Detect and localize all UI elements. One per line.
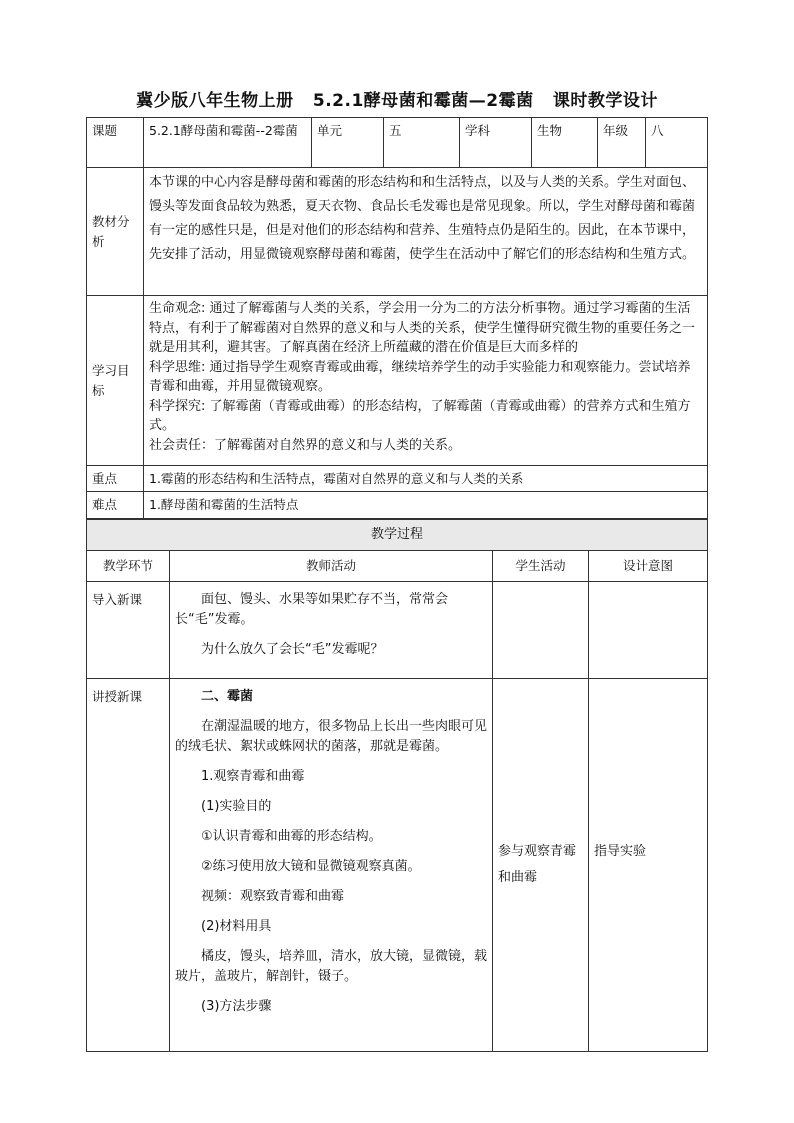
grade-label: 年级 <box>598 118 646 168</box>
intro-stage: 导入新课 <box>87 582 170 679</box>
lecture-line: (2)材料用具 <box>201 919 272 934</box>
unit-value: 五 <box>384 118 460 168</box>
lecture-line: 视频：观察致青霉和曲霉 <box>201 889 345 904</box>
lecture-teacher <box>170 679 493 1052</box>
goals-content <box>144 296 708 466</box>
difficulties-text: 1.酵母菌和霉菌的生活特点 <box>144 492 708 518</box>
key-points-text: 1.霉菌的形态结构和生活特点，霉菌对自然界的意义和与人类的关系 <box>144 466 708 492</box>
intro-teacher <box>170 582 493 679</box>
lecture-heading: 二、霉菌 <box>201 689 254 704</box>
goal-line: 社会责任：了解霉菌对自然界的意义和与人类的关系。 <box>149 437 462 453</box>
goal-line: 生命观念: 通过了解霉菌与人类的关系，学会用一分为二的方法分析事物。通过学习霉菌的生活特点，有利于了解霉菌对自然界的意义和与人类的关系，使学生懂得研究微生物的重要任务之一就是用其利，避其害。了解真菌在经济上所蕴藏的潜在价值是巨大而多样的 <box>149 301 696 355</box>
intro-teacher-line: 为什么放久了会长“毛”发霉呢？ <box>201 642 384 657</box>
intro-student <box>493 582 589 679</box>
process-header: 教学过程 <box>87 520 708 551</box>
process-table <box>86 519 708 1052</box>
column-header-stage: 教学环节 <box>87 551 170 582</box>
difficulties-label: 难点 <box>87 492 144 518</box>
intro-teacher-line: 面包、馒头、水果等如果贮存不当，常常会长“毛”发霉。 <box>175 592 449 627</box>
lecture-line: 橘皮，馒头，培养皿，清水，放大镜，显微镜，载玻片，盖玻片，解剖针，镊子。 <box>175 949 488 984</box>
goals-label: 学习目标 <box>87 296 144 466</box>
column-header-intent: 设计意图 <box>589 551 708 582</box>
analysis-label: 教材分析 <box>87 168 144 296</box>
goal-line: 科学思维: 通过指导学生观察青霉或曲霉，继续培养学生的动手实验能力和观察能力。尝试培养青霉和曲霉，并用显微镜观察。 <box>149 359 691 394</box>
lecture-line: 在潮湿温暖的地方，很多物品上长出一些肉眼可见的绒毛状、絮状或蛛网状的菌落，那就是霉菌。 <box>175 719 488 754</box>
topic-value: 5.2.1酵母菌和霉菌--2霉菌 <box>144 118 312 168</box>
lecture-intent: 指导实验 <box>589 679 708 1052</box>
lecture-line: ①认识青霉和曲霉的形态结构。 <box>201 829 382 844</box>
lecture-student: 参与观察青霉和曲霉 <box>493 679 589 1052</box>
column-header-student: 学生活动 <box>493 551 589 582</box>
lecture-line: ②练习使用放大镜和显微镜观察真菌。 <box>201 859 421 874</box>
topic-label: 课题 <box>87 118 144 168</box>
intro-intent <box>589 582 708 679</box>
analysis-text: 本节课的中心内容是酵母菌和霉菌的形态结构和和生活特点，以及与人类的关系。学生对面包、馒头等发面食品较为熟悉，夏天衣物、食品长毛发霉也是常见现象。所以，学生对酵母菌和霉菌有一定的感性只是，但是对他们的形态结构和营养、生殖特点仍是陌生的。因此，在本节课中，先安排了活动，用显微镜观察酵母菌和霉菌，使学生在活动中了解它们的形态结构和生殖方式。 <box>144 168 708 296</box>
lecture-line: 1.观察青霉和曲霉 <box>201 769 305 784</box>
lecture-stage: 讲授新课 <box>87 679 170 1052</box>
lecture-line: (3)方法步骤 <box>201 999 272 1014</box>
unit-label: 单元 <box>312 118 384 168</box>
lecture-line: (1)实验目的 <box>201 799 272 814</box>
goal-line: 科学探究: 了解霉菌（青霉或曲霉）的形态结构，了解霉菌（青霉或曲霉）的营养方式和生殖方式。 <box>149 398 691 433</box>
subject-value: 生物 <box>532 118 598 168</box>
info-table <box>86 117 708 519</box>
subject-label: 学科 <box>460 118 532 168</box>
key-points-label: 重点 <box>87 466 144 492</box>
grade-value: 八 <box>646 118 708 168</box>
page-title: 冀少版八年生物上册 5.2.1酵母菌和霉菌—2霉菌 课时教学设计 <box>136 91 658 111</box>
column-header-teacher: 教师活动 <box>170 551 493 582</box>
